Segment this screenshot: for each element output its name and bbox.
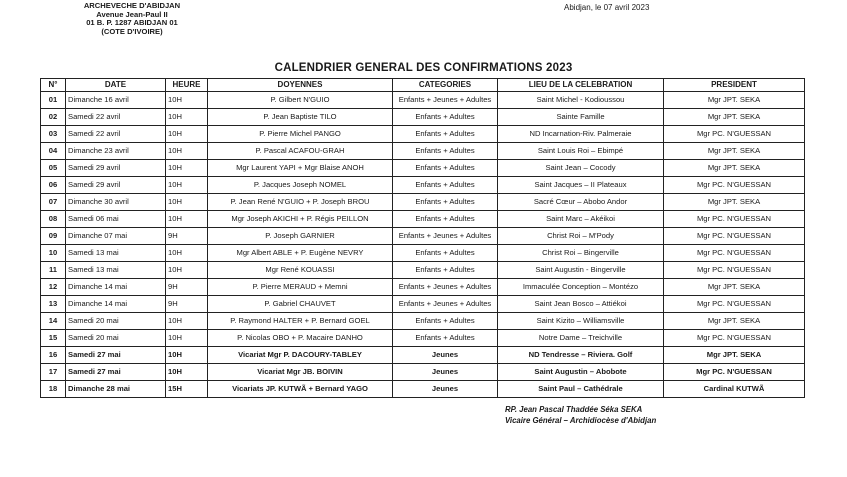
cell-categories: Enfants + Adultes bbox=[393, 109, 498, 126]
cell-categories: Enfants + Adultes bbox=[393, 245, 498, 262]
cell-time: 10H bbox=[166, 160, 208, 177]
col-header-time: HEURE bbox=[166, 79, 208, 92]
cell-number: 10 bbox=[41, 245, 66, 262]
cell-categories: Jeunes bbox=[393, 381, 498, 398]
cell-time: 10H bbox=[166, 126, 208, 143]
table-row bbox=[41, 296, 805, 313]
cell-categories: Enfants + Adultes bbox=[393, 194, 498, 211]
cell-date: Dimanche 16 avril bbox=[66, 92, 166, 109]
cell-time: 10H bbox=[166, 109, 208, 126]
cell-deanery: Vicariat Mgr P. DACOURY-TABLEY bbox=[208, 347, 393, 364]
cell-categories: Jeunes bbox=[393, 347, 498, 364]
cell-date: Dimanche 23 avril bbox=[66, 143, 166, 160]
cell-deanery: P. Nicolas OBO + P. Macaire DANHO bbox=[208, 330, 393, 347]
org-postal: 01 B. P. 1287 ABIDJAN 01 bbox=[86, 18, 178, 28]
org-name: ARCHEVECHE D'ABIDJAN bbox=[83, 1, 181, 10]
cell-time: 10H bbox=[166, 143, 208, 160]
col-header-date: DATE bbox=[66, 79, 166, 92]
table-row bbox=[41, 126, 805, 143]
cell-time: 10H bbox=[166, 194, 208, 211]
cell-categories: Enfants + Jeunes + Adultes bbox=[393, 296, 498, 313]
table-row bbox=[41, 92, 805, 109]
cell-location: Christ Roi – Bingerville bbox=[498, 245, 664, 262]
cell-date: Samedi 13 mai bbox=[66, 245, 166, 262]
document-title: CALENDRIER GENERAL DES CONFIRMATIONS 2023 bbox=[274, 62, 573, 74]
cell-date: Dimanche 30 avril bbox=[66, 194, 166, 211]
cell-time: 10H bbox=[166, 262, 208, 279]
cell-number: 03 bbox=[41, 126, 66, 143]
table-row bbox=[41, 177, 805, 194]
cell-location: Saint Louis Roi – Ebimpé bbox=[498, 143, 664, 160]
cell-number: 05 bbox=[41, 160, 66, 177]
cell-location: ND Tendresse – Riviera. Golf bbox=[498, 347, 664, 364]
cell-president: Mgr JPT. SEKA bbox=[664, 194, 805, 211]
signature-block bbox=[505, 404, 725, 426]
cell-time: 10H bbox=[166, 330, 208, 347]
cell-president: Mgr JPT. SEKA bbox=[664, 92, 805, 109]
table-row bbox=[41, 211, 805, 228]
cell-deanery: P. Joseph GARNIER bbox=[208, 228, 393, 245]
cell-number: 08 bbox=[41, 211, 66, 228]
cell-time: 10H bbox=[166, 364, 208, 381]
cell-date: Samedi 22 avril bbox=[66, 109, 166, 126]
cell-categories: Enfants + Jeunes + Adultes bbox=[393, 279, 498, 296]
cell-president: Mgr JPT. SEKA bbox=[664, 143, 805, 160]
cell-categories: Enfants + Adultes bbox=[393, 126, 498, 143]
cell-number: 04 bbox=[41, 143, 66, 160]
cell-date: Samedi 29 avril bbox=[66, 160, 166, 177]
cell-deanery: Mgr René KOUASSI bbox=[208, 262, 393, 279]
cell-number: 17 bbox=[41, 364, 66, 381]
cell-location: Immaculée Conception – Montézo bbox=[498, 279, 664, 296]
org-country: (COTE D'IVOIRE) bbox=[101, 26, 163, 36]
cell-categories: Enfants + Adultes bbox=[393, 313, 498, 330]
cell-location: ND Incarnation-Riv. Palmeraie bbox=[498, 126, 664, 143]
cell-president: Mgr PC. N'GUESSAN bbox=[664, 245, 805, 262]
cell-president: Mgr PC. N'GUESSAN bbox=[664, 364, 805, 381]
cell-president: Mgr PC. N'GUESSAN bbox=[664, 296, 805, 313]
cell-deanery: Vicariats JP. KUTWÃ + Bernard YAGO bbox=[208, 381, 393, 398]
document-date: Abidjan, le 07 avril 2023 bbox=[564, 3, 650, 12]
cell-president: Mgr JPT. SEKA bbox=[664, 279, 805, 296]
cell-number: 12 bbox=[41, 279, 66, 296]
table-row bbox=[41, 279, 805, 296]
cell-president: Mgr PC. N'GUESSAN bbox=[664, 177, 805, 194]
cell-date: Samedi 20 mai bbox=[66, 313, 166, 330]
cell-number: 09 bbox=[41, 228, 66, 245]
cell-date: Samedi 27 mai bbox=[66, 347, 166, 364]
cell-categories: Enfants + Adultes bbox=[393, 330, 498, 347]
cell-deanery: P. Gabriel CHAUVET bbox=[208, 296, 393, 313]
cell-number: 07 bbox=[41, 194, 66, 211]
cell-number: 18 bbox=[41, 381, 66, 398]
cell-president: Mgr JPT. SEKA bbox=[664, 160, 805, 177]
cell-time: 9H bbox=[166, 279, 208, 296]
cell-location: Saint Michel - Kodioussou bbox=[498, 92, 664, 109]
cell-time: 10H bbox=[166, 347, 208, 364]
signatory-name: RP. Jean Pascal Thaddée Séka SEKA bbox=[505, 405, 643, 414]
org-street: Avenue Jean-Paul II bbox=[96, 9, 168, 19]
cell-date: Dimanche 07 mai bbox=[66, 228, 166, 245]
cell-date: Samedi 27 mai bbox=[66, 364, 166, 381]
col-header-location: LIEU DE LA CELEBRATION bbox=[498, 79, 664, 92]
cell-president: Mgr PC. N'GUESSAN bbox=[664, 330, 805, 347]
cell-categories: Jeunes bbox=[393, 364, 498, 381]
cell-deanery: P. Pierre Michel PANGO bbox=[208, 126, 393, 143]
cell-time: 10H bbox=[166, 313, 208, 330]
cell-location: Saint Jean – Cocody bbox=[498, 160, 664, 177]
cell-location: Saint Kizito – Williamsville bbox=[498, 313, 664, 330]
cell-deanery: P. Gilbert N'GUIO bbox=[208, 92, 393, 109]
col-header-categories: CATEGORIES bbox=[393, 79, 498, 92]
cell-location: Notre Dame – Treichville bbox=[498, 330, 664, 347]
cell-location: Saint Augustin - Bingerville bbox=[498, 262, 664, 279]
cell-president: Mgr PC. N'GUESSAN bbox=[664, 228, 805, 245]
cell-number: 14 bbox=[41, 313, 66, 330]
signatory-role: Vicaire Général – Archidiocèse d'Abidjan bbox=[505, 416, 657, 425]
cell-deanery: P. Jean René N'GUIO + P. Joseph BROU bbox=[208, 194, 393, 211]
cell-categories: Enfants + Adultes bbox=[393, 177, 498, 194]
cell-location: Saint Augustin – Abobote bbox=[498, 364, 664, 381]
cell-number: 11 bbox=[41, 262, 66, 279]
table-row bbox=[41, 245, 805, 262]
cell-number: 02 bbox=[41, 109, 66, 126]
confirmation-schedule-table bbox=[40, 78, 805, 398]
col-header-number: N° bbox=[41, 79, 66, 92]
cell-location: Saint Marc – Akéikoi bbox=[498, 211, 664, 228]
cell-deanery: P. Pierre MERAUD + Memni bbox=[208, 279, 393, 296]
cell-date: Samedi 20 mai bbox=[66, 330, 166, 347]
cell-date: Dimanche 14 mai bbox=[66, 279, 166, 296]
cell-time: 10H bbox=[166, 177, 208, 194]
cell-date: Samedi 13 mai bbox=[66, 262, 166, 279]
cell-location: Saint Jacques – II Plateaux bbox=[498, 177, 664, 194]
table-row bbox=[41, 109, 805, 126]
table-row bbox=[41, 313, 805, 330]
cell-deanery: Mgr Albert ABLE + P. Eugène NEVRY bbox=[208, 245, 393, 262]
cell-location: Saint Jean Bosco – Attiékoi bbox=[498, 296, 664, 313]
cell-deanery: Vicariat Mgr JB. BOIVIN bbox=[208, 364, 393, 381]
cell-president: Mgr JPT. SEKA bbox=[664, 109, 805, 126]
cell-deanery: Mgr Joseph AKICHI + P. Régis PEILLON bbox=[208, 211, 393, 228]
table-row bbox=[41, 364, 805, 381]
cell-location: Saint Paul – Cathédrale bbox=[498, 381, 664, 398]
cell-date: Dimanche 14 mai bbox=[66, 296, 166, 313]
cell-president: Mgr JPT. SEKA bbox=[664, 347, 805, 364]
cell-categories: Enfants + Adultes bbox=[393, 262, 498, 279]
cell-time: 10H bbox=[166, 92, 208, 109]
table-row bbox=[41, 228, 805, 245]
cell-deanery: Mgr Laurent YAPI + Mgr Blaise ANOH bbox=[208, 160, 393, 177]
table-row bbox=[41, 160, 805, 177]
cell-date: Samedi 29 avril bbox=[66, 177, 166, 194]
cell-time: 15H bbox=[166, 381, 208, 398]
cell-time: 10H bbox=[166, 211, 208, 228]
cell-categories: Enfants + Jeunes + Adultes bbox=[393, 92, 498, 109]
cell-categories: Enfants + Adultes bbox=[393, 211, 498, 228]
cell-location: Sacré Cœur – Abobo Andor bbox=[498, 194, 664, 211]
table-row bbox=[41, 194, 805, 211]
cell-date: Dimanche 28 mai bbox=[66, 381, 166, 398]
cell-time: 9H bbox=[166, 228, 208, 245]
cell-date: Samedi 22 avril bbox=[66, 126, 166, 143]
col-header-president: PRESIDENT bbox=[664, 79, 805, 92]
table-row bbox=[41, 330, 805, 347]
cell-deanery: P. Jean Baptiste TILO bbox=[208, 109, 393, 126]
archdiocese-header bbox=[52, 2, 212, 36]
cell-number: 13 bbox=[41, 296, 66, 313]
cell-categories: Enfants + Adultes bbox=[393, 160, 498, 177]
table-row bbox=[41, 262, 805, 279]
cell-number: 16 bbox=[41, 347, 66, 364]
table-row bbox=[41, 347, 805, 364]
cell-categories: Enfants + Adultes bbox=[393, 143, 498, 160]
cell-number: 01 bbox=[41, 92, 66, 109]
cell-categories: Enfants + Jeunes + Adultes bbox=[393, 228, 498, 245]
cell-time: 10H bbox=[166, 245, 208, 262]
cell-deanery: P. Pascal ACAFOU-GRAH bbox=[208, 143, 393, 160]
cell-deanery: P. Jacques Joseph NOMEL bbox=[208, 177, 393, 194]
cell-time: 9H bbox=[166, 296, 208, 313]
cell-number: 06 bbox=[41, 177, 66, 194]
cell-president: Mgr PC. N'GUESSAN bbox=[664, 211, 805, 228]
cell-president: Mgr PC. N'GUESSAN bbox=[664, 126, 805, 143]
cell-president: Mgr PC. N'GUESSAN bbox=[664, 262, 805, 279]
cell-president: Mgr JPT. SEKA bbox=[664, 313, 805, 330]
cell-location: Christ Roi – M'Pody bbox=[498, 228, 664, 245]
cell-date: Samedi 06 mai bbox=[66, 211, 166, 228]
col-header-deaneries: DOYENNES bbox=[208, 79, 393, 92]
cell-number: 15 bbox=[41, 330, 66, 347]
cell-deanery: P. Raymond HALTER + P. Bernard GOEL bbox=[208, 313, 393, 330]
cell-location: Sainte Famille bbox=[498, 109, 664, 126]
table-row bbox=[41, 381, 805, 398]
table-header-row bbox=[41, 79, 805, 92]
cell-president: Cardinal KUTWÃ bbox=[664, 381, 805, 398]
table-row bbox=[41, 143, 805, 160]
